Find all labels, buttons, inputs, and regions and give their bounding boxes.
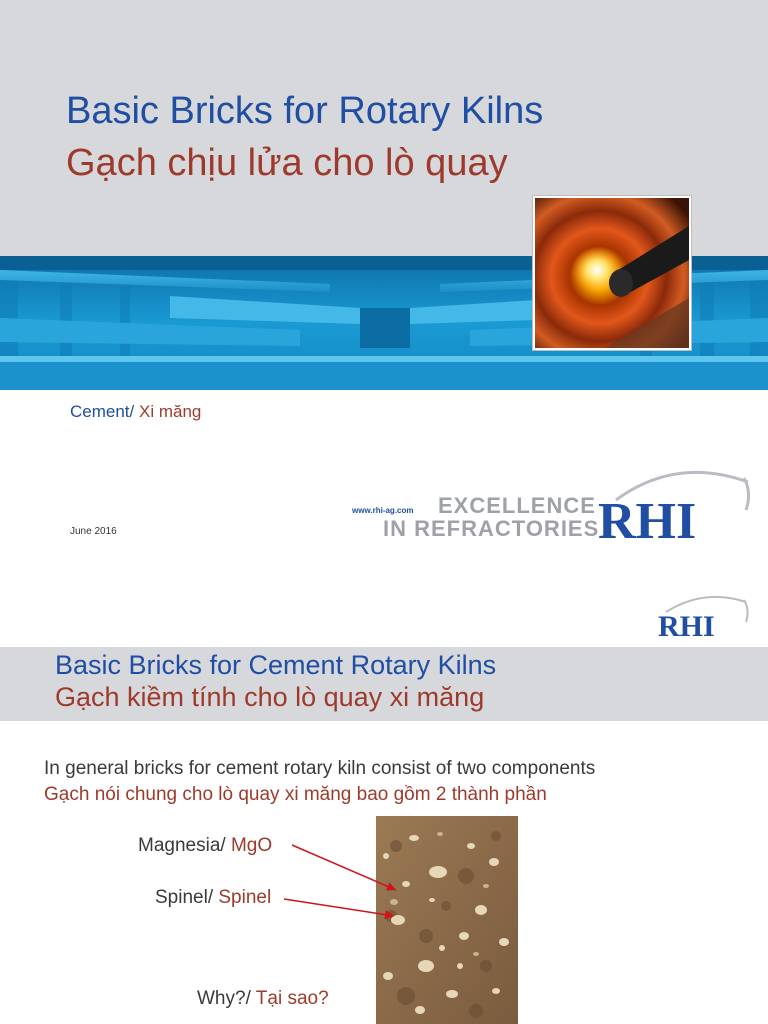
company-url-link[interactable]: www.rhi-ag.com [352,506,414,515]
presentation-date: June 2016 [70,526,117,537]
slide-title-english: Basic Bricks for Rotary Kilns [66,90,544,132]
section-separator: / [129,402,139,421]
why-question [197,988,329,1010]
slide-title-english: Basic Bricks for Cement Rotary Kilns [55,650,497,680]
section-english: Cement [70,402,130,421]
rhi-logo-icon [652,592,752,642]
rhi-logo-icon [596,462,756,542]
magnesia-english: Magnesia/ [138,835,231,856]
intro-text-english: In general bricks for cement rotary kiln consist of two components [44,758,596,779]
logo-wordmark: RHI [658,610,715,642]
brick-texture-photo [376,816,518,1024]
tagline-line-2: IN REFRACTORIES [383,516,600,541]
section-label [70,402,201,422]
slide-separator [0,560,768,574]
logo-wordmark: RHI [598,493,697,542]
kiln-fire-photo [533,196,691,350]
slide-title-vietnamese: Gạch kiềm tính cho lò quay xi măng [55,682,485,712]
tagline-line-1: EXCELLENCE [438,493,596,518]
spinel-vietnamese: Spinel [218,887,272,908]
why-vietnamese: Tại sao? [255,988,329,1009]
intro-text-vietnamese: Gạch nói chung cho lò quay xi măng bao gồm 2 thành phần [44,784,547,805]
magnesia-label [138,835,272,857]
why-english: Why?/ [197,988,256,1009]
spinel-label [155,887,271,909]
slide-title-vietnamese: Gạch chịu lửa cho lò quay [66,142,508,184]
spinel-english: Spinel/ [155,887,219,908]
section-vietnamese: Xi măng [138,402,202,421]
magnesia-vietnamese: MgO [230,835,273,856]
